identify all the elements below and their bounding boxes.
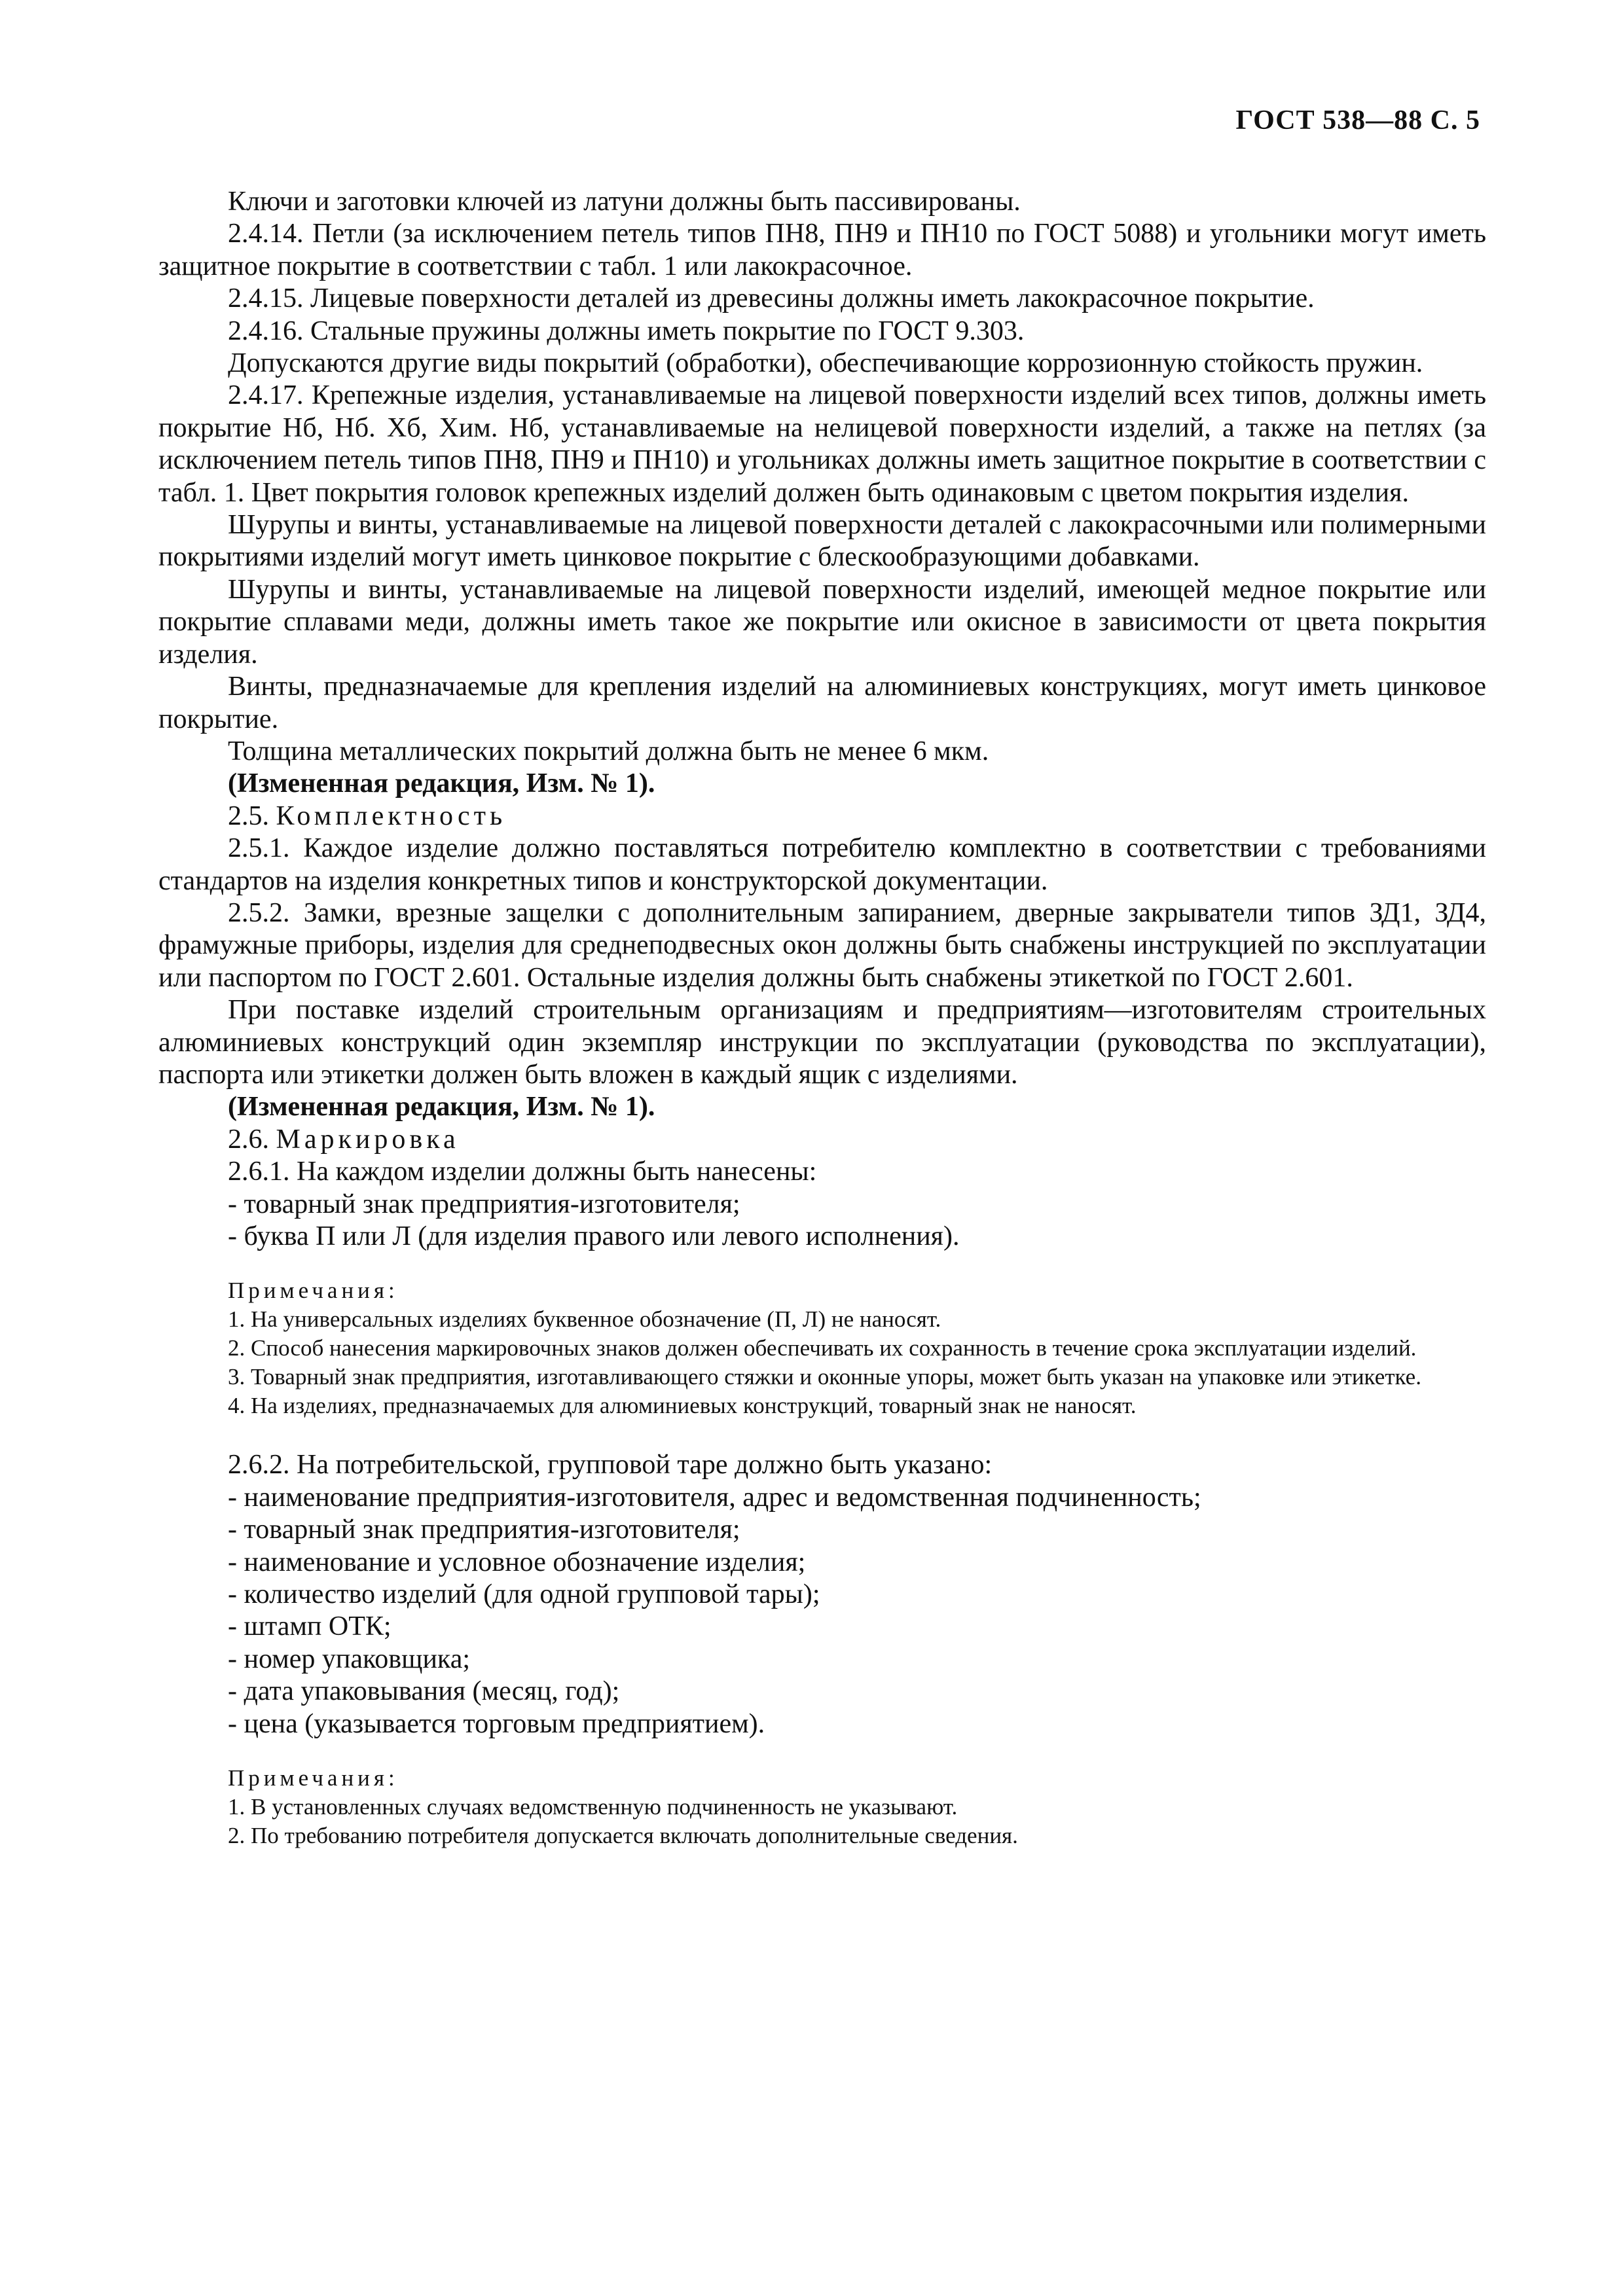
notes-block (158, 1276, 1486, 1420)
list-item: - буква П или Л (для изделия правого или левого исполнения). (228, 1221, 960, 1251)
paragraph: Допускаются другие виды покрытий (обработки), обеспечивающие коррозионную стойкость пружин. (228, 348, 1423, 379)
section-title: Маркировка (276, 1124, 460, 1155)
paragraph: 2.4.16. Стальные пружины должны иметь покрытие по ГОСТ 9.303. (228, 315, 1025, 346)
list-item: - цена (указывается торговым предприятием). (228, 1708, 765, 1739)
list-item: - наименование и условное обозначение изделия; (228, 1547, 806, 1577)
note-item: 2. По требованию потребителя допускается включать дополнительные сведения. (228, 1823, 1018, 1849)
note-item: 1. В установленных случаях ведомственную подчиненность не указывают. (228, 1794, 958, 1820)
section-number: 2.6. (228, 1124, 269, 1155)
note-item: 3. Товарный знак предприятия, изготавливающего стяжки и оконные упоры, может быть указан на упаковке или этикетке. (228, 1364, 1421, 1390)
paragraph: 2.4.17. Крепежные изделия, устанавливаемые на лицевой поверхности изделий всех типов, должны иметь покрытие Нб, Нб. Хб, Хим. Нб, устанавливаемые на нелицевой поверхности изделий, а также на петлях (за исключением петель типов ПН8, ПН9 и ПН10) и угольниках должны иметь защитное покрытие в соответствии с табл. 1. Цвет покрытия головок крепежных изделий должен быть одинаковым с цветом покрытия изделия. (158, 380, 1486, 508)
paragraph: Шурупы и винты, устанавливаемые на лицевой поверхности деталей с лакокрасочными или полимерными покрытиями изделий могут иметь цинковое покрытие с блескообразующими добавками. (158, 510, 1486, 573)
paragraph: Винты, предназначаемые для крепления изделий на алюминиевых конструкциях, могут иметь цинковое покрытие. (158, 672, 1486, 734)
paragraph: 2.5.2. Замки, врезные защелки с дополнительным запиранием, дверные закрыватели типов ЗД1, ЗД4, фрамужные приборы, изделия для среднеподвесных окон должны быть снабжены инструкцией по эксплуатации или паспортом по ГОСТ 2.601. Остальные изделия должны быть снабжены этикеткой по ГОСТ 2.601. (158, 897, 1486, 993)
paragraph: 2.6.1. На каждом изделии должны быть нанесены: (228, 1157, 817, 1187)
notes-title: Примечания: (228, 1278, 399, 1304)
section-number: 2.5. (228, 800, 269, 831)
list-item: - количество изделий (для одной групповой тары); (228, 1579, 820, 1610)
note-item: 4. На изделиях, предназначаемых для алюминиевых конструкций, товарный знак не наносят. (228, 1393, 1137, 1419)
revision-note: (Измененная редакция, Изм. № 1). (228, 768, 655, 799)
list-item: - дата упаковывания (месяц, год); (228, 1676, 620, 1707)
notes-title: Примечания: (228, 1765, 399, 1791)
page-header: ГОСТ 538—88 С. 5 (1235, 105, 1480, 135)
paragraph: Толщина металлических покрытий должна быть не менее 6 мкм. (228, 736, 989, 766)
list-item: - штамп ОТК; (228, 1611, 392, 1642)
section-title: Комплектность (276, 800, 507, 831)
section-heading-2-5 (158, 800, 1486, 833)
page-content (158, 186, 1486, 1879)
list-item: - товарный знак предприятия-изготовителя; (228, 1189, 740, 1219)
list-item: - номер упаковщика; (228, 1643, 471, 1674)
note-item: 1. На универсальных изделиях буквенное обозначение (П, Л) не наносят. (228, 1306, 941, 1333)
paragraph: 2.6.2. На потребительской, групповой таре должно быть указано: (228, 1450, 993, 1480)
paragraph: 2.4.14. Петли (за исключением петель типов ПН8, ПН9 и ПН10 по ГОСТ 5088) и угольники могут иметь защитное покрытие в соответствии с табл. 1 или лакокрасочное. (158, 219, 1486, 281)
list-item: - наименование предприятия-изготовителя, адрес и ведомственная подчиненность; (228, 1482, 1201, 1513)
paragraph: 2.5.1. Каждое изделие должно поставляться потребителю комплектно в соответствии с требованиями стандартов на изделия конкретных типов и конструкторской документации. (158, 833, 1486, 896)
paragraph: 2.4.15. Лицевые поверхности деталей из древесины должны иметь лакокрасочное покрытие. (228, 283, 1315, 314)
notes-block (158, 1764, 1486, 1850)
note-item: 2. Способ нанесения маркировочных знаков должен обеспечивать их сохранность в течение срока эксплуатации изделий. (228, 1335, 1417, 1361)
paragraph: При поставке изделий строительным организациям и предприятиям—изготовителям строительных алюминиевых конструкций один экземпляр инструкции по эксплуатации (руководства по эксплуатации), паспорта или этикетки должен быть вложен в каждый ящик с изделиями. (158, 995, 1486, 1090)
revision-note: (Измененная редакция, Изм. № 1). (228, 1092, 655, 1122)
section-heading-2-6 (158, 1124, 1486, 1156)
paragraph: Шурупы и винты, устанавливаемые на лицевой поверхности изделий, имеющей медное покрытие или покрытие сплавами меди, должны иметь такое же покрытие или окисное в зависимости от цвета покрытия изделия. (158, 574, 1486, 670)
paragraph: Ключи и заготовки ключей из латуни должны быть пассивированы. (228, 187, 1021, 217)
list-item: - товарный знак предприятия-изготовителя; (228, 1515, 740, 1545)
